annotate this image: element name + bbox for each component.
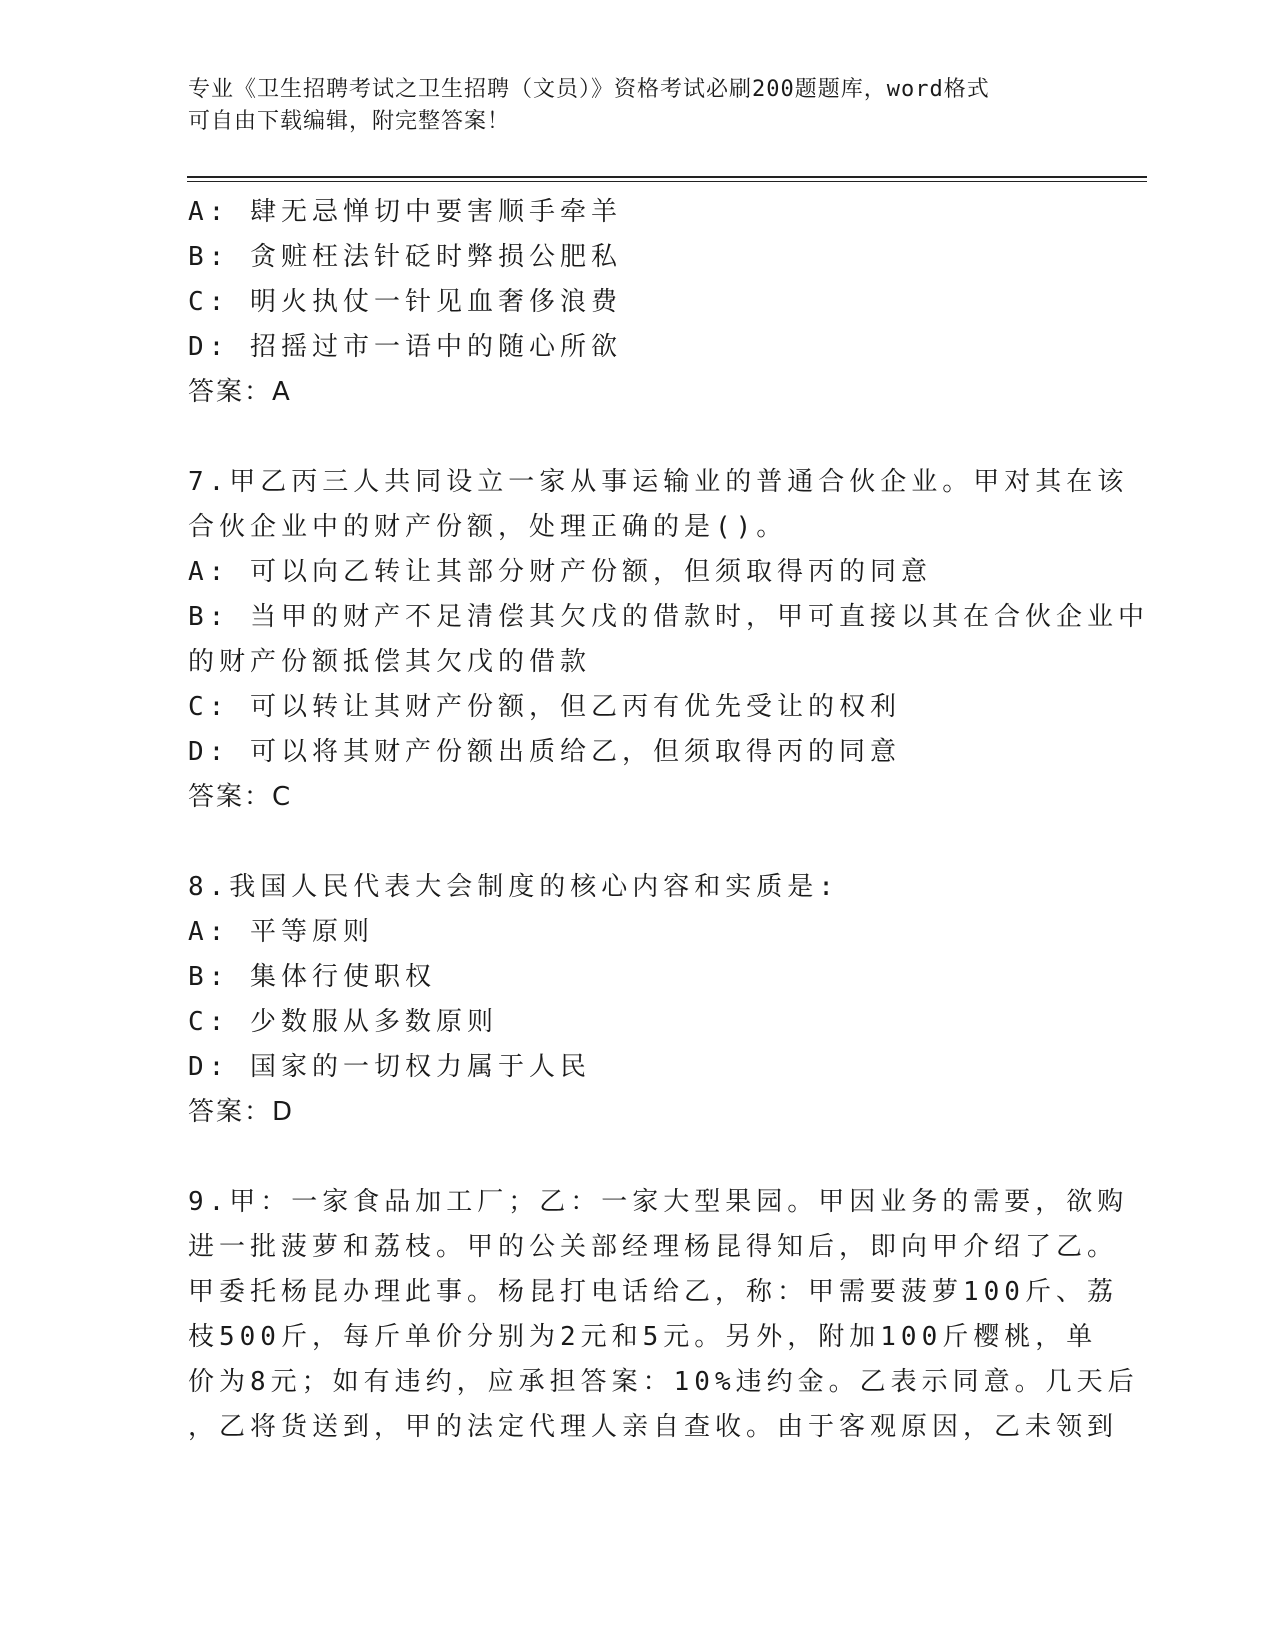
option-d: D: 国家的一切权力属于人民 xyxy=(188,1052,591,1082)
option-c: C: 可以转让其财产份额，但乙丙有优先受让的权利 xyxy=(188,692,901,722)
question-7 xyxy=(188,460,1149,820)
question-stem: 7.甲乙丙三人共同设立一家从事运输业的普通合伙企业。甲对其在该 xyxy=(188,467,1129,497)
question-stem: 进一批菠萝和荔枝。甲的公关部经理杨昆得知后，即向甲介绍了乙。 xyxy=(188,1232,1119,1262)
header-line-1: 专业《卫生招聘考试之卫生招聘（文员）》资格考试必刷200题题库，word格式 xyxy=(188,77,990,102)
document-body xyxy=(188,190,1149,1450)
question-stem: 合伙企业中的财产份额，处理正确的是()。 xyxy=(188,512,788,542)
option-a: A: 平等原则 xyxy=(188,917,374,947)
option-a: A: 肆无忌惮切中要害顺手牵羊 xyxy=(188,197,622,227)
question-stem: 甲委托杨昆办理此事。杨昆打电话给乙，称：甲需要菠萝100斤、荔 xyxy=(188,1277,1118,1307)
question-stem: 9.甲：一家食品加工厂；乙：一家大型果园。甲因业务的需要，欲购 xyxy=(188,1187,1129,1217)
question-stem: ，乙将货送到，甲的法定代理人亲自查收。由于客观原因，乙未领到 xyxy=(188,1412,1119,1442)
header-line-2: 可自由下载编辑，附完整答案！ xyxy=(188,109,511,134)
option-b-continued: 的财产份额抵偿其欠戊的借款 xyxy=(188,647,592,677)
document-header xyxy=(188,74,1068,138)
question-6 xyxy=(188,190,1088,415)
question-stem: 8.我国人民代表大会制度的核心内容和实质是: xyxy=(188,872,839,902)
question-8 xyxy=(188,865,1088,1135)
option-d: D: 招摇过市一语中的随心所欲 xyxy=(188,332,622,362)
option-c: C: 少数服从多数原则 xyxy=(188,1007,498,1037)
answer: 答案：C xyxy=(188,782,293,812)
question-stem: 枝500斤，每斤单价分别为2元和5元。另外，附加100斤樱桃，单 xyxy=(188,1322,1098,1352)
option-b: B: 贪赃枉法针砭时弊损公肥私 xyxy=(188,242,622,272)
header-rule-thin xyxy=(187,181,1147,182)
option-a: A: 可以向乙转让其部分财产份额，但须取得丙的同意 xyxy=(188,557,932,587)
answer: 答案：D xyxy=(188,1097,295,1127)
option-b: B: 集体行使职权 xyxy=(188,962,436,992)
option-c: C: 明火执仗一针见血奢侈浪费 xyxy=(188,287,622,317)
question-9 xyxy=(188,1180,1139,1450)
question-stem: 价为8元；如有违约，应承担答案：10%违约金。乙表示同意。几天后 xyxy=(188,1367,1139,1397)
option-b: B: 当甲的财产不足清偿其欠戊的借款时，甲可直接以其在合伙企业中 xyxy=(188,602,1149,632)
option-d: D: 可以将其财产份额出质给乙，但须取得丙的同意 xyxy=(188,737,901,767)
answer: 答案：A xyxy=(188,377,292,407)
header-rule-thick xyxy=(187,176,1147,178)
